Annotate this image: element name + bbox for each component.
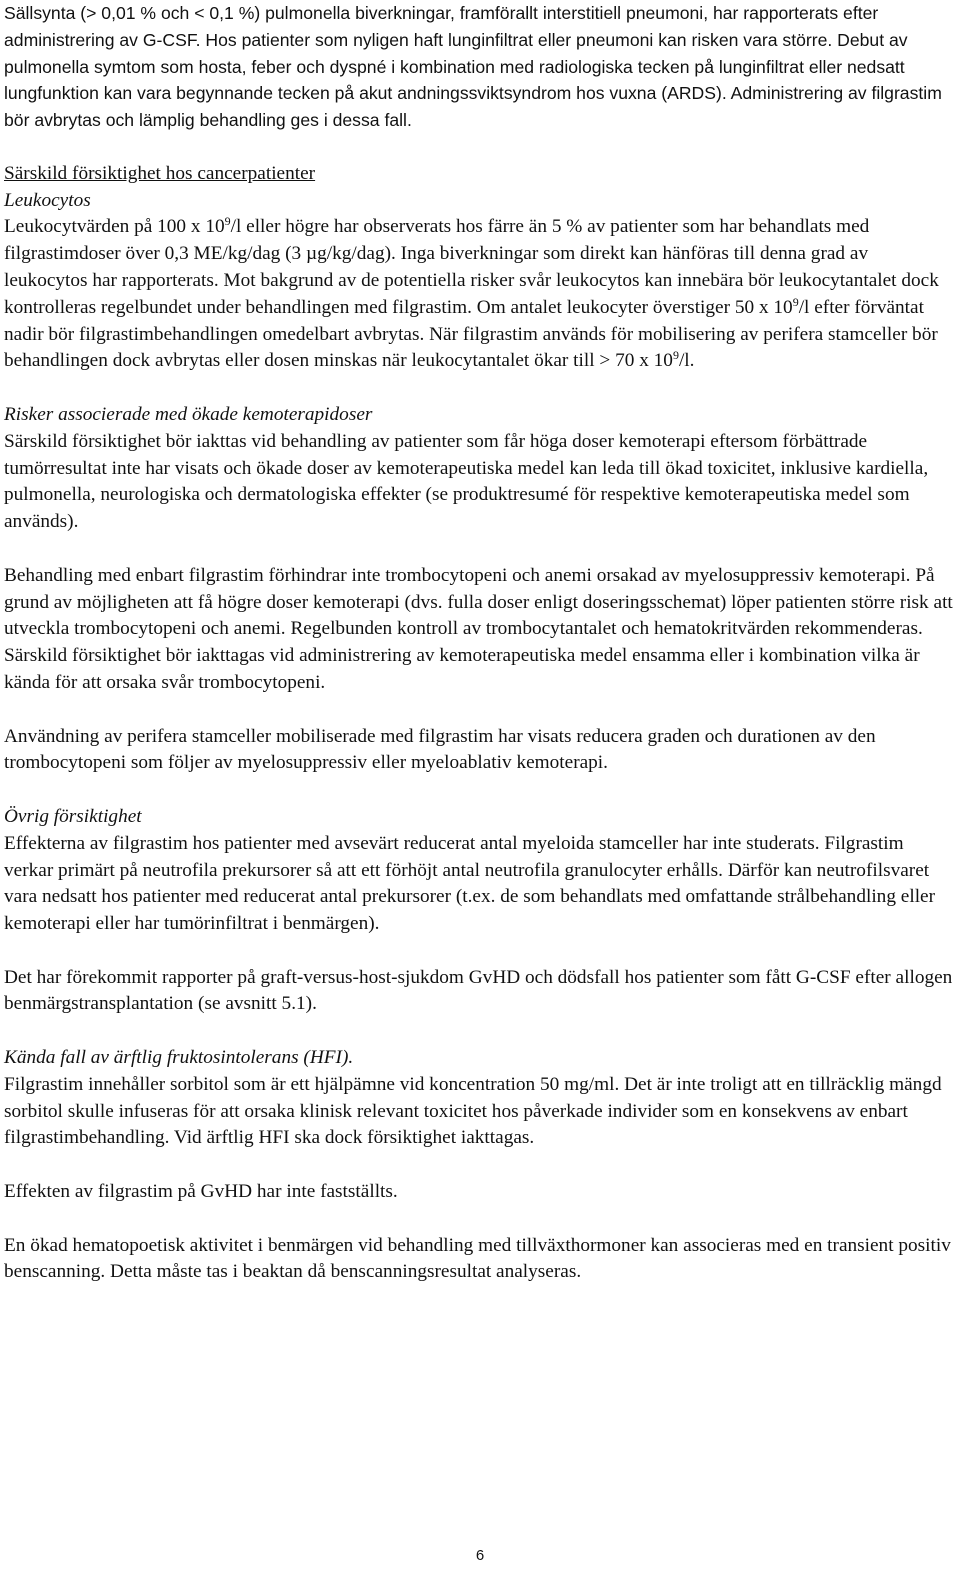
chemotherapy-dose-risk-section bbox=[4, 402, 956, 536]
leukocytosis-text-part: /l eller högre har observerats hos färre än 5 % av patienter som har behandlats med filgrastimdoser över 0,3 ME/kg/dag (3 µg/kg/dag). Inga biverkningar som direkt kan hänföras till denna grad av leukocytos har rapporterats. Mot bakgrund av de potentiella risker svår leukocytos kan innebära bör leukocytantalet dock kontrolleras regelbundet under behandlingen med filgrastim. Om antalet leukocyter överstiger 50 x 10 bbox=[4, 216, 939, 318]
gvhd-effect-paragraph: Effekten av filgrastim på GvHD har inte fastställts. bbox=[4, 1181, 398, 1203]
pulmonary-adverse-effects-paragraph: Sällsynta (> 0,01 % och < 0,1 %) pulmonella biverkningar, framförallt interstitiell pneumoni, har rapporterats efter administrering av G-CSF. Hos patienter som nyligen haft lunginfiltrat eller pneumoni kan risken vara större. Debut av pulmonella symtom som hosta, feber och dyspné i kombination med radiologiska tecken på lunginfiltrat eller nedsatt lungfunktion kan vara begynnande tecken på akut andningssviktsyndrom hos vuxna (ARDS). Administrering av filgrastim bör avbrytas och lämplig behandling ges i dessa fall. bbox=[4, 3, 942, 131]
other-precautions-section bbox=[4, 804, 956, 938]
hfi-section bbox=[4, 1045, 956, 1152]
subheading-hfi: Kända fall av ärftlig fruktosintolerans (HFI). bbox=[4, 1047, 354, 1069]
exponent: 9 bbox=[224, 214, 231, 229]
chemotherapy-risk-text: Särskild försiktighet bör iakttas vid behandling av patienter som får höga doser kemoterapi eftersom förbättrade tumörresultat inte har visats och ökade doser av kemoterapeutiska medel kan leda till ökad toxicitet, inklusive kardiella, pulmonella, neurologiska och dermatologiska effekter (se produktresumé för respektive kemoterapeutiska medel som används). bbox=[4, 430, 929, 533]
leukocytosis-text bbox=[4, 216, 939, 371]
subheading-leukocytosis: Leukocytos bbox=[4, 189, 91, 211]
page-number: 6 bbox=[475, 1547, 485, 1564]
hfi-text: Filgrastim innehåller sorbitol som är ett hjälpämne vid koncentration 50 mg/ml. Det är inte troligt att en tillräcklig mängd sorbitol skulle infuseras för att orsaka klinisk relevant toxicitet hos påverkade individer som en konsekvens av enbart filgrastimbehandling. Vid ärftlig HFI ska dock försiktighet iakttagas. bbox=[4, 1073, 942, 1149]
thrombocytopenia-paragraph: Behandling med enbart filgrastim förhindrar inte trombocytopeni och anemi orsakad av myelosuppressiv kemoterapi. På grund av möjligheten att få högre doser kemoterapi (dvs. fulla doser enligt doseringsschemat) löper patienten större risk att utveckla trombocytopeni och anemi. Regelbunden kontroll av trombocytantalet och hematokritvärden rekommenderas. Särskild försiktighet bör iakttagas vid administrering av kemoterapeutiska medel ensamma eller i kombination vilka är kända för att orsaka svår trombocytopeni. bbox=[4, 564, 953, 693]
exponent: 9 bbox=[792, 294, 799, 309]
leukocytosis-text-part: /l efter förväntat nadir bör filgrastimbehandlingen omedelbart avbrytas. När filgrastim används för mobilisering av perifera stamceller bör behandlingen dock avbrytas eller dosen minskas när leukocytantalet ökar till > 70 x 10 bbox=[4, 296, 938, 372]
subheading-other-precautions: Övrig försiktighet bbox=[4, 805, 142, 827]
leukocytosis-section bbox=[4, 161, 956, 375]
section-heading-cancer-patients: Särskild försiktighet hos cancerpatienter bbox=[4, 162, 316, 184]
gvhd-reports-paragraph: Det har förekommit rapporter på graft-versus-host-sjukdom GvHD och dödsfall hos patienter som fått G-CSF efter allogen benmärgstransplantation (se avsnitt 5.1). bbox=[4, 966, 953, 1015]
exponent: 9 bbox=[672, 348, 679, 363]
leukocytosis-text-part: /l. bbox=[678, 350, 695, 372]
subheading-chemotherapy-risks: Risker associerade med ökade kemoterapidoser bbox=[4, 403, 373, 425]
bone-scan-paragraph: En ökad hematopoetisk aktivitet i benmärgen vid behandling med tillväxthormoner kan associeras med en transient positiv benscanning. Detta måste tas i beaktan då benscanningsresultat analyseras. bbox=[4, 1234, 951, 1283]
stem-cell-paragraph: Användning av perifera stamceller mobiliserade med filgrastim har visats reducera graden och durationen av den trombocytopeni som följer av myelosuppressiv eller myeloablativ kemoterapi. bbox=[4, 725, 876, 774]
document-page bbox=[4, 0, 956, 1286]
other-precautions-text: Effekterna av filgrastim hos patienter med avsevärt reducerat antal myeloida stamceller har inte studerats. Filgrastim verkar primärt på neutrofila prekursorer så att ett förhöjt antal neutrofila granulocyter erhålls. Därför kan neutrofilsvaret vara nedsatt hos patienter med reducerat antal prekursorer (t.ex. de som behandlats med omfattande strålbehandling eller kemoterapi eller har tumörinfiltrat i benmärgen). bbox=[4, 832, 936, 935]
leukocytosis-text-part: Leukocytvärden på 100 x 10 bbox=[4, 216, 225, 238]
